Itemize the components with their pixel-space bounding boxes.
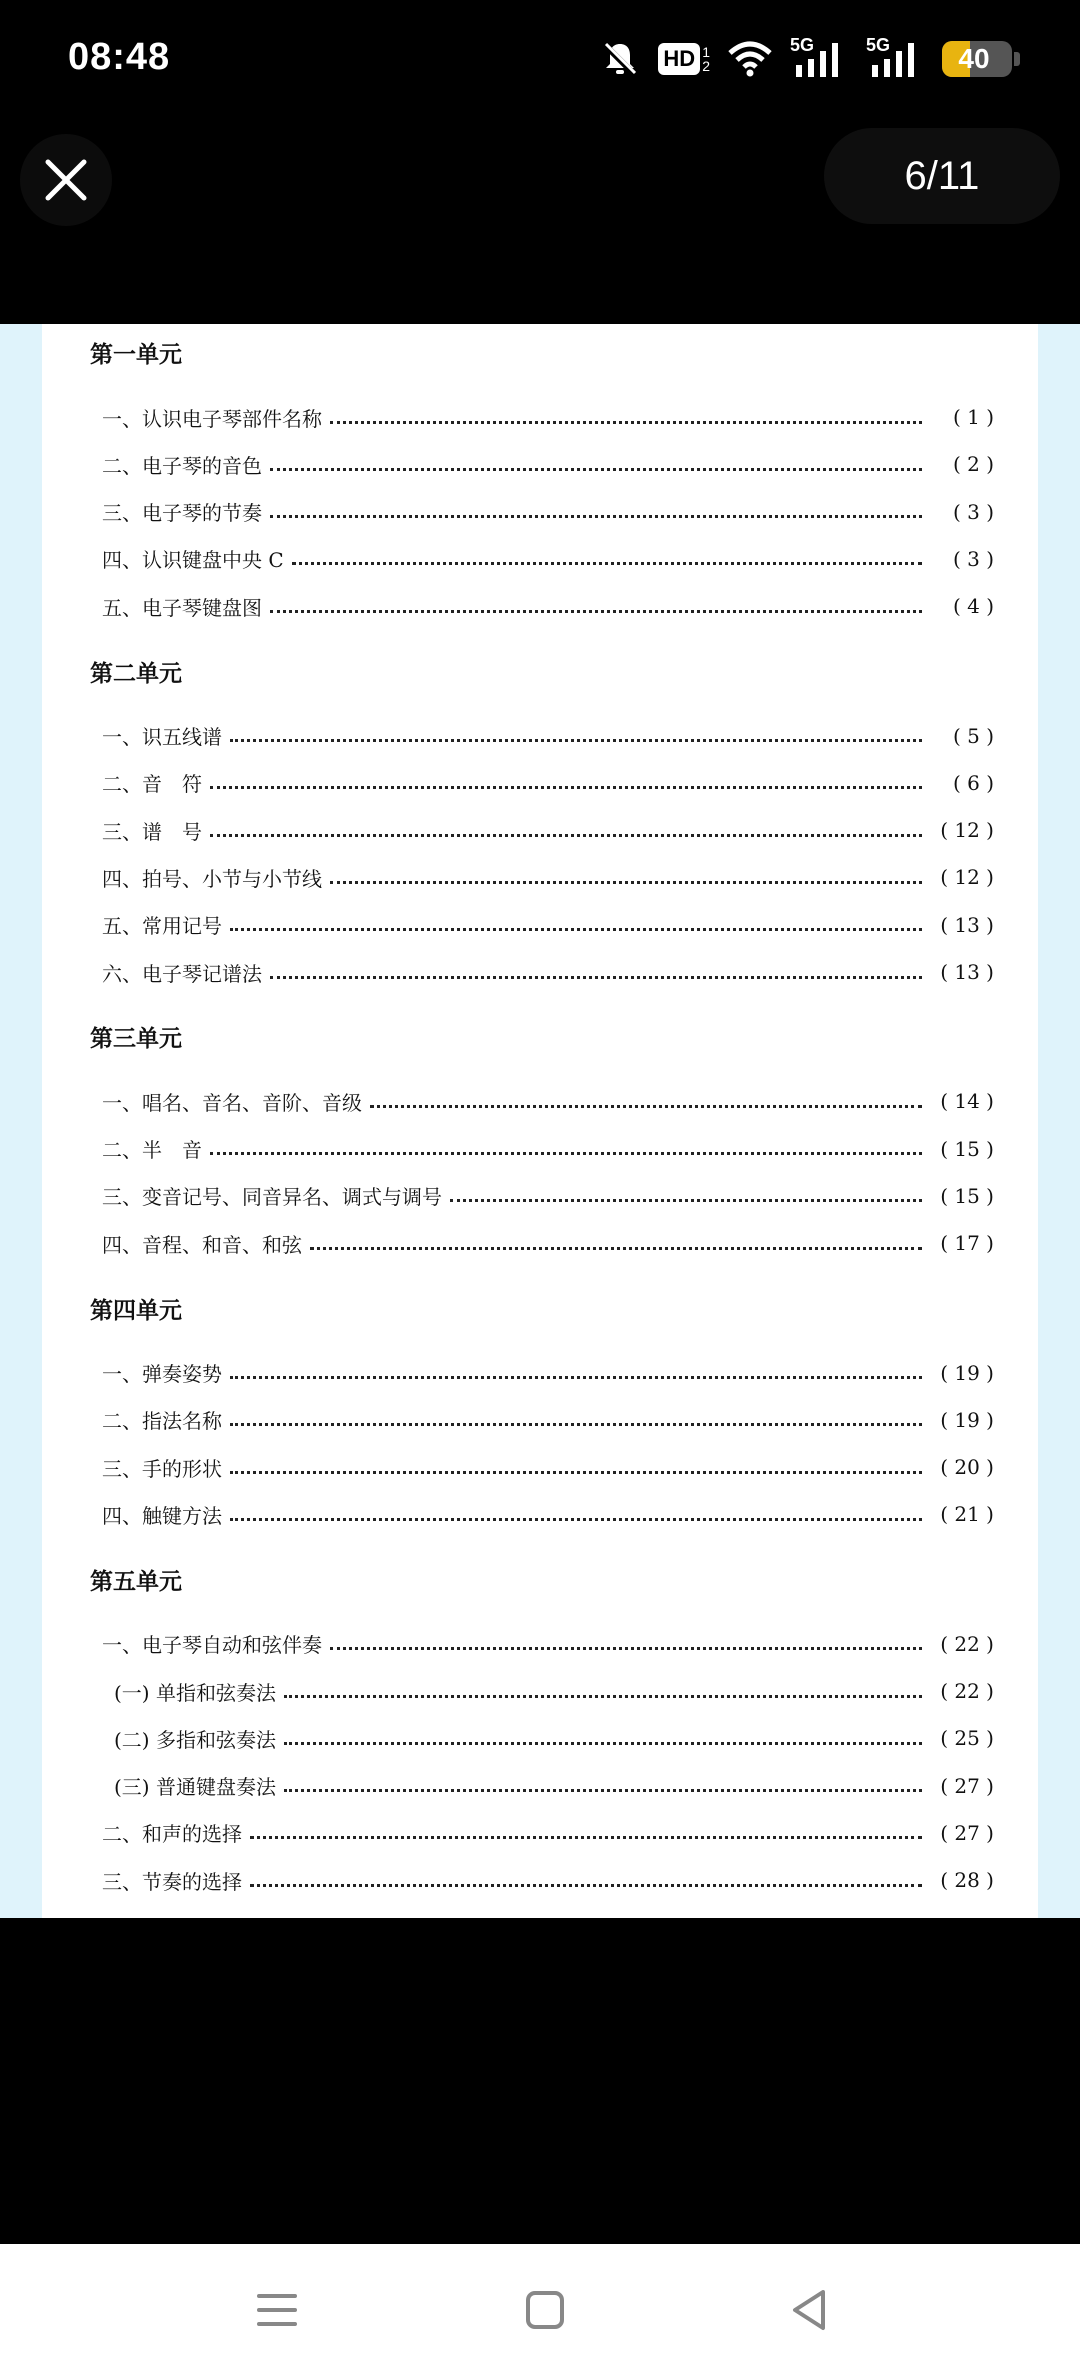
toc-entry-title: 四、认识键盘中央 C [102, 548, 284, 573]
document-page [42, 324, 1038, 1918]
leader-dots [270, 466, 922, 471]
leader-dots [330, 419, 922, 424]
toc-entry-page: ( 2 ) [952, 452, 994, 477]
toc-entry [102, 719, 994, 753]
toc-entry-page: ( 4 ) [952, 594, 994, 619]
page-indicator: 6/11 [824, 128, 1060, 224]
leader-dots [230, 926, 922, 931]
toc-entry [102, 400, 994, 434]
toc-entry-page: ( 19 ) [940, 1407, 994, 1432]
toc-entry-title: 四、触键方法 [102, 1503, 222, 1528]
toc-entry [102, 1226, 994, 1260]
close-button[interactable] [20, 134, 112, 226]
toc-entry [114, 1721, 994, 1755]
toc-entry-title: (二) 多指和弦奏法 [114, 1727, 276, 1752]
signal-5g-icon-2: 5G [866, 39, 924, 79]
back-button[interactable] [764, 2274, 854, 2346]
toc-entry-title: 三、谱 号 [102, 819, 202, 844]
navigation-bar [0, 2244, 1080, 2376]
leader-dots [230, 1469, 922, 1474]
toc-entry [102, 1403, 994, 1437]
unit-heading: 第三单元 [90, 1026, 182, 1053]
toc-entry-title: 一、弹奏姿势 [102, 1362, 222, 1386]
unit-heading: 第二单元 [90, 660, 182, 687]
toc-entry-page: ( 20 ) [940, 1455, 994, 1480]
toc-entry-title: 四、拍号、小节与小节线 [102, 866, 322, 891]
leader-dots [210, 784, 922, 789]
battery-icon: 40 [942, 41, 1012, 77]
toc-entry-title: 一、电子琴自动和弦伴奏 [102, 1633, 322, 1658]
leader-dots [230, 1374, 922, 1379]
toc-entry-title: 二、电子琴的音色 [102, 453, 262, 478]
toc-entry-page: ( 6 ) [952, 770, 994, 795]
toc-entry [114, 1769, 994, 1803]
toc-entry [102, 955, 994, 989]
leader-dots [284, 1693, 922, 1698]
toc-entry [102, 908, 994, 942]
toc-entry-page: ( 22 ) [940, 1631, 994, 1656]
signal-5g-icon: 5G [790, 39, 848, 79]
back-triangle-icon [789, 2289, 829, 2331]
toc-entry [102, 495, 994, 529]
toc-entry-page: ( 27 ) [940, 1773, 994, 1798]
toc-entry-page: ( 25 ) [940, 1726, 994, 1751]
toc-entry-title: 二、半 音 [102, 1138, 202, 1163]
toc-entry-title: 二、音 符 [102, 772, 202, 797]
square-icon [525, 2290, 565, 2330]
toc-entry-page: ( 3 ) [952, 499, 994, 524]
toc-entry [102, 1132, 994, 1166]
leader-dots [210, 832, 922, 837]
toc-entry [102, 1497, 994, 1531]
toc-entry [102, 1084, 994, 1118]
home-button[interactable] [500, 2274, 590, 2346]
toc-entry-title: 二、指法名称 [102, 1409, 222, 1434]
leader-dots [450, 1197, 922, 1202]
toc-entry-page: ( 21 ) [940, 1502, 994, 1527]
leader-dots [284, 1787, 922, 1792]
leader-dots [270, 974, 922, 979]
toc-entry-title: 五、电子琴键盘图 [102, 595, 262, 620]
toc-entry [102, 1863, 994, 1897]
bell-muted-icon [600, 39, 640, 79]
toc-entry-title: 三、手的形状 [102, 1456, 222, 1481]
leader-dots [250, 1882, 922, 1887]
toc-entry [102, 1356, 994, 1390]
status-bar [0, 0, 1080, 120]
toc-entry [102, 1179, 994, 1213]
leader-dots [370, 1103, 922, 1108]
toc-entry [102, 1816, 994, 1850]
toc-entry-page: ( 27 ) [940, 1820, 994, 1845]
toc-entry-page: ( 22 ) [940, 1679, 994, 1703]
toc-entry-title: (三) 普通键盘奏法 [114, 1775, 276, 1800]
recent-apps-button[interactable] [232, 2274, 322, 2346]
leader-dots [270, 608, 922, 613]
toc-entry [102, 589, 994, 623]
toc-entry-page: ( 17 ) [940, 1231, 994, 1256]
close-icon [44, 158, 88, 202]
leader-dots [230, 737, 922, 742]
unit-heading: 第四单元 [90, 1297, 182, 1324]
toc-entry [114, 1674, 994, 1708]
toc-entry-title: 四、音程、和音、和弦 [102, 1232, 302, 1257]
leader-dots [230, 1421, 922, 1426]
toc-entry-page: ( 12 ) [940, 865, 994, 890]
toc-entry [102, 542, 994, 576]
toc-entry-page: ( 13 ) [940, 912, 994, 937]
toc-entry-page: ( 13 ) [940, 960, 994, 984]
leader-dots [310, 1245, 922, 1250]
leader-dots [210, 1150, 922, 1155]
leader-dots [330, 879, 922, 884]
toc-entry [102, 860, 994, 894]
document-viewer[interactable] [0, 324, 1080, 1918]
toc-entry [102, 447, 994, 481]
toc-entry [102, 1450, 994, 1484]
toc-entry-page: ( 14 ) [940, 1089, 994, 1114]
toc-entry [102, 766, 994, 800]
toc-entry-page: ( 12 ) [940, 818, 994, 843]
leader-dots [292, 560, 922, 565]
toc-entry-title: 五、常用记号 [102, 914, 222, 939]
toc-entry-title: 六、电子琴记谱法 [102, 961, 262, 986]
hd-voice-icon: HD 1 2 [658, 43, 710, 75]
toc-entry-page: ( 19 ) [940, 1360, 994, 1385]
leader-dots [230, 1516, 922, 1521]
toc-entry [102, 1627, 994, 1661]
toc-entry-title: 三、电子琴的节奏 [102, 501, 262, 526]
toc-entry-title: 三、变音记号、同音异名、调式与调号 [102, 1185, 442, 1210]
wifi-icon [728, 41, 772, 77]
leader-dots [250, 1834, 922, 1839]
toc-entry-page: ( 15 ) [940, 1136, 994, 1161]
leader-dots [284, 1740, 922, 1745]
toc-entry-page: ( 1 ) [952, 405, 994, 429]
toc-entry-title: 二、和声的选择 [102, 1822, 242, 1847]
leader-dots [270, 513, 922, 518]
toc-entry-page: ( 28 ) [940, 1868, 994, 1893]
toc-entry-title: 一、识五线谱 [102, 725, 222, 749]
toc-entry-title: 一、认识电子琴部件名称 [102, 406, 322, 431]
unit-heading: 第五单元 [90, 1568, 182, 1595]
toc-entry-page: ( 15 ) [940, 1183, 994, 1208]
unit-heading: 第一单元 [90, 342, 182, 368]
toc-entry-title: 一、唱名、音名、音阶、音级 [102, 1090, 362, 1115]
menu-icon [257, 2292, 297, 2328]
toc-entry [102, 813, 994, 847]
status-time: 08:48 [68, 36, 171, 78]
status-icons [600, 34, 1020, 84]
toc-entry-page: ( 3 ) [952, 546, 994, 571]
toc-entry-title: (一) 单指和弦奏法 [114, 1680, 276, 1705]
toc-entry-page: ( 5 ) [952, 723, 994, 748]
toc-entry-title: 三、节奏的选择 [102, 1869, 242, 1894]
leader-dots [330, 1645, 922, 1650]
